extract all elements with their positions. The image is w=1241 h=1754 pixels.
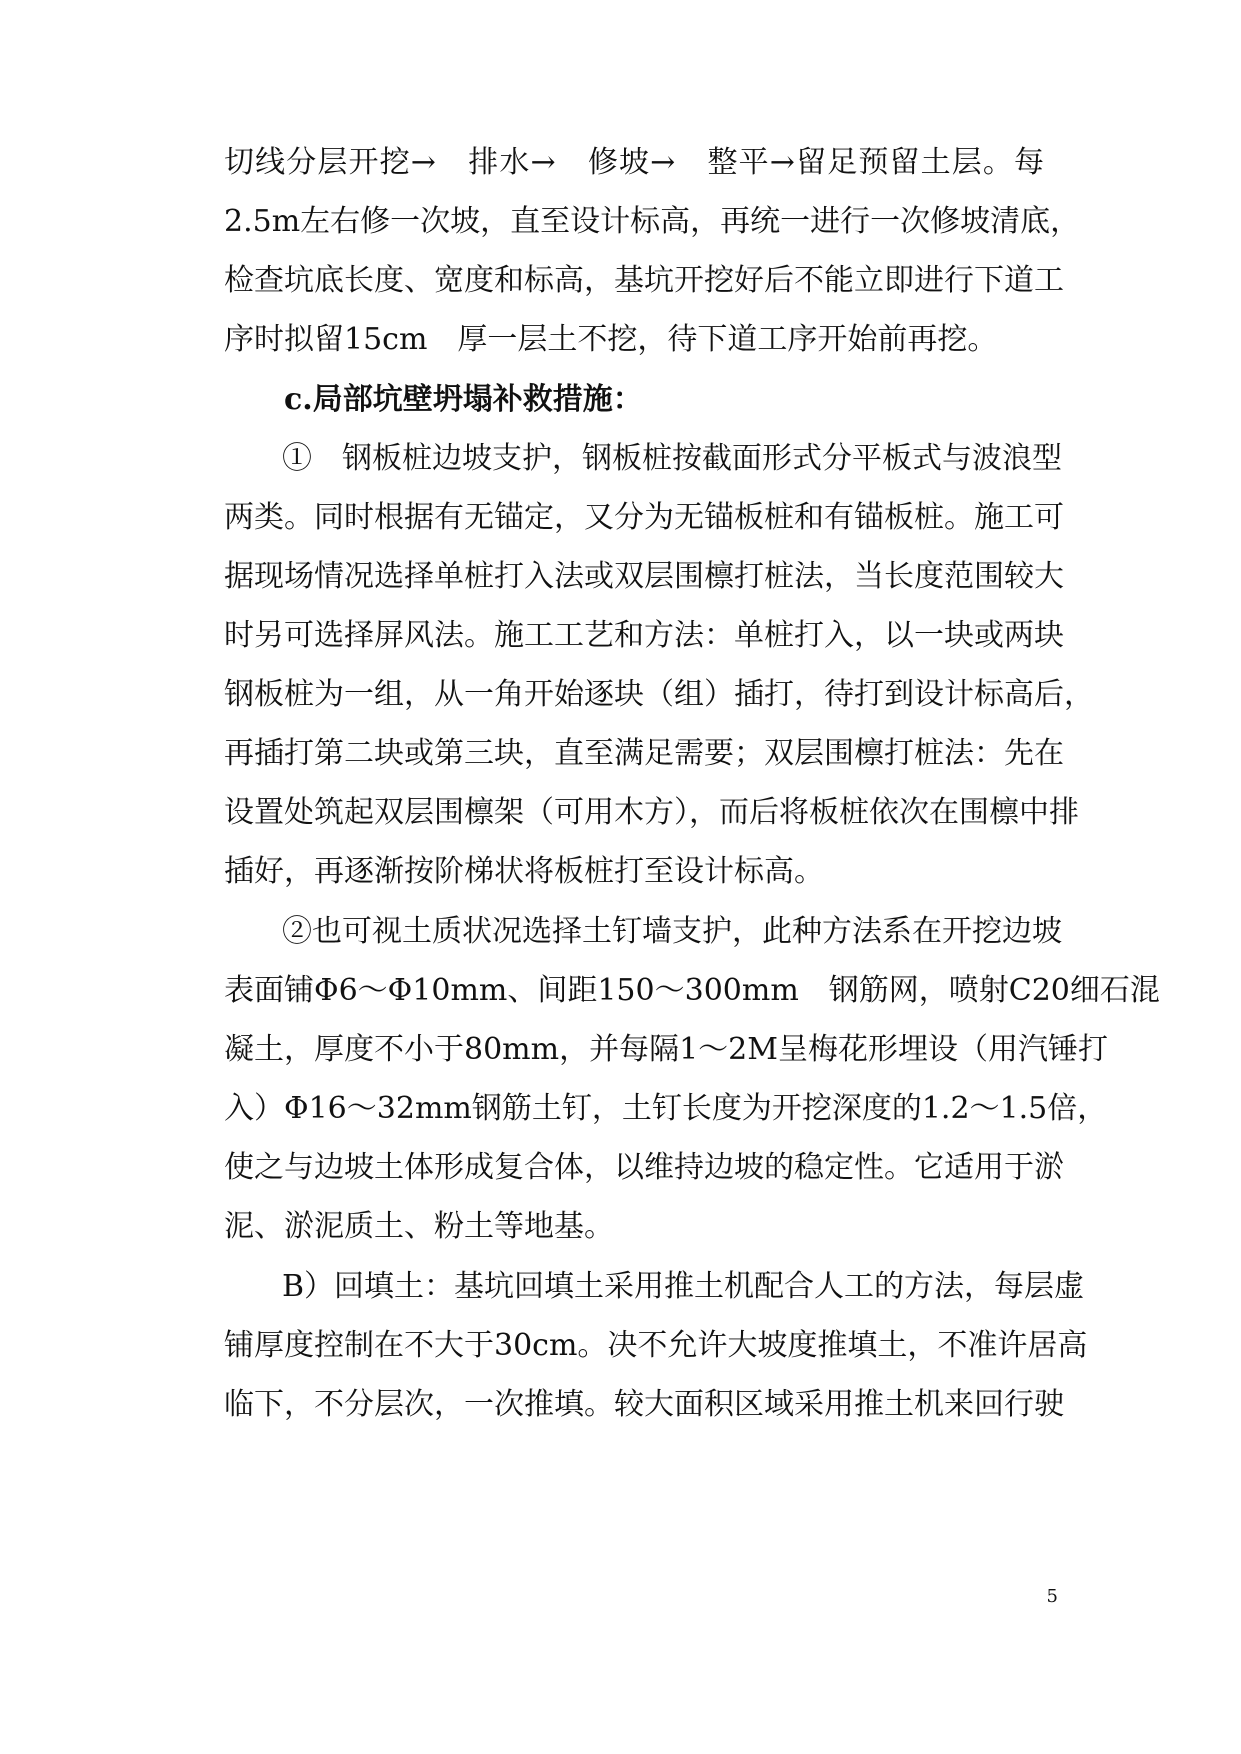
text-line-8: 据现场情况选择单桩打入法或双层围檩打桩法，当长度范围较大 [224, 559, 1064, 594]
text-line-6: ① 钢板桩边坡支护，钢板桩按截面形式分平板式与波浪型 [282, 441, 1062, 476]
text-line-7: 两类。同时根据有无锚定，又分为无锚板桩和有锚板桩。施工可 [224, 500, 1064, 535]
text-line-9: 时另可选择屏风法。施工工艺和方法：单桩打入，以一块或两块 [224, 618, 1064, 653]
text-line-2: 2.5m左右修一次坡，直至设计标高，再统一进行一次修坡清底， [224, 204, 1081, 239]
text-line-10: 钢板桩为一组，从一角开始逐块（组）插打，待打到设计标高后， [224, 677, 1094, 712]
text-line-18: 使之与边坡土体形成复合体，以维持边坡的稳定性。它适用于淤 [224, 1150, 1064, 1185]
text-line-13: 插好，再逐渐按阶梯状将板桩打至设计标高。 [224, 854, 824, 889]
text-line-19: 泥、淤泥质土、粉土等地基。 [224, 1209, 614, 1244]
text-line-3: 检查坑底长度、宽度和标高，基坑开挖好后不能立即进行下道工 [224, 263, 1064, 298]
text-line-12: 设置处筑起双层围檩架（可用木方），而后将板桩依次在围檩中排 [224, 795, 1079, 830]
text-line-21: 铺厚度控制在不大于30cm。决不允许大坡度推填土，不准许居高 [224, 1328, 1088, 1363]
text-line-22: 临下，不分层次，一次推填。较大面积区域采用推土机来回行驶 [224, 1387, 1064, 1422]
text-line-15: 表面铺Φ6～Φ10mm、间距150～300mm 钢筋网，喷射C20细石混 [224, 973, 1160, 1008]
text-line-17: 入）Φ16～32mm钢筋土钉，土钉长度为开挖深度的1.2～1.5倍， [224, 1091, 1108, 1126]
page-number: 5 [1046, 1586, 1058, 1607]
text-line-14: ②也可视土质状况选择土钉墙支护，此种方法系在开挖边坡 [282, 914, 1062, 949]
text-line-16: 凝土，厚度不小于80mm，并每隔1～2M呈梅花形埋设（用汽锤打 [224, 1032, 1108, 1067]
section-heading: c.局部坑壁坍塌补救措施： [284, 382, 643, 417]
text-line-1: 切线分层开挖→ 排水→ 修坡→ 整平→留足预留土层。每 [224, 145, 1044, 180]
text-line-20: B）回填土：基坑回填土采用推土机配合人工的方法，每层虚 [282, 1269, 1085, 1304]
text-line-4: 序时拟留15cm 厚一层土不挖，待下道工序开始前再挖。 [224, 322, 998, 357]
text-line-11: 再插打第二块或第三块，直至满足需要；双层围檩打桩法：先在 [224, 736, 1064, 771]
